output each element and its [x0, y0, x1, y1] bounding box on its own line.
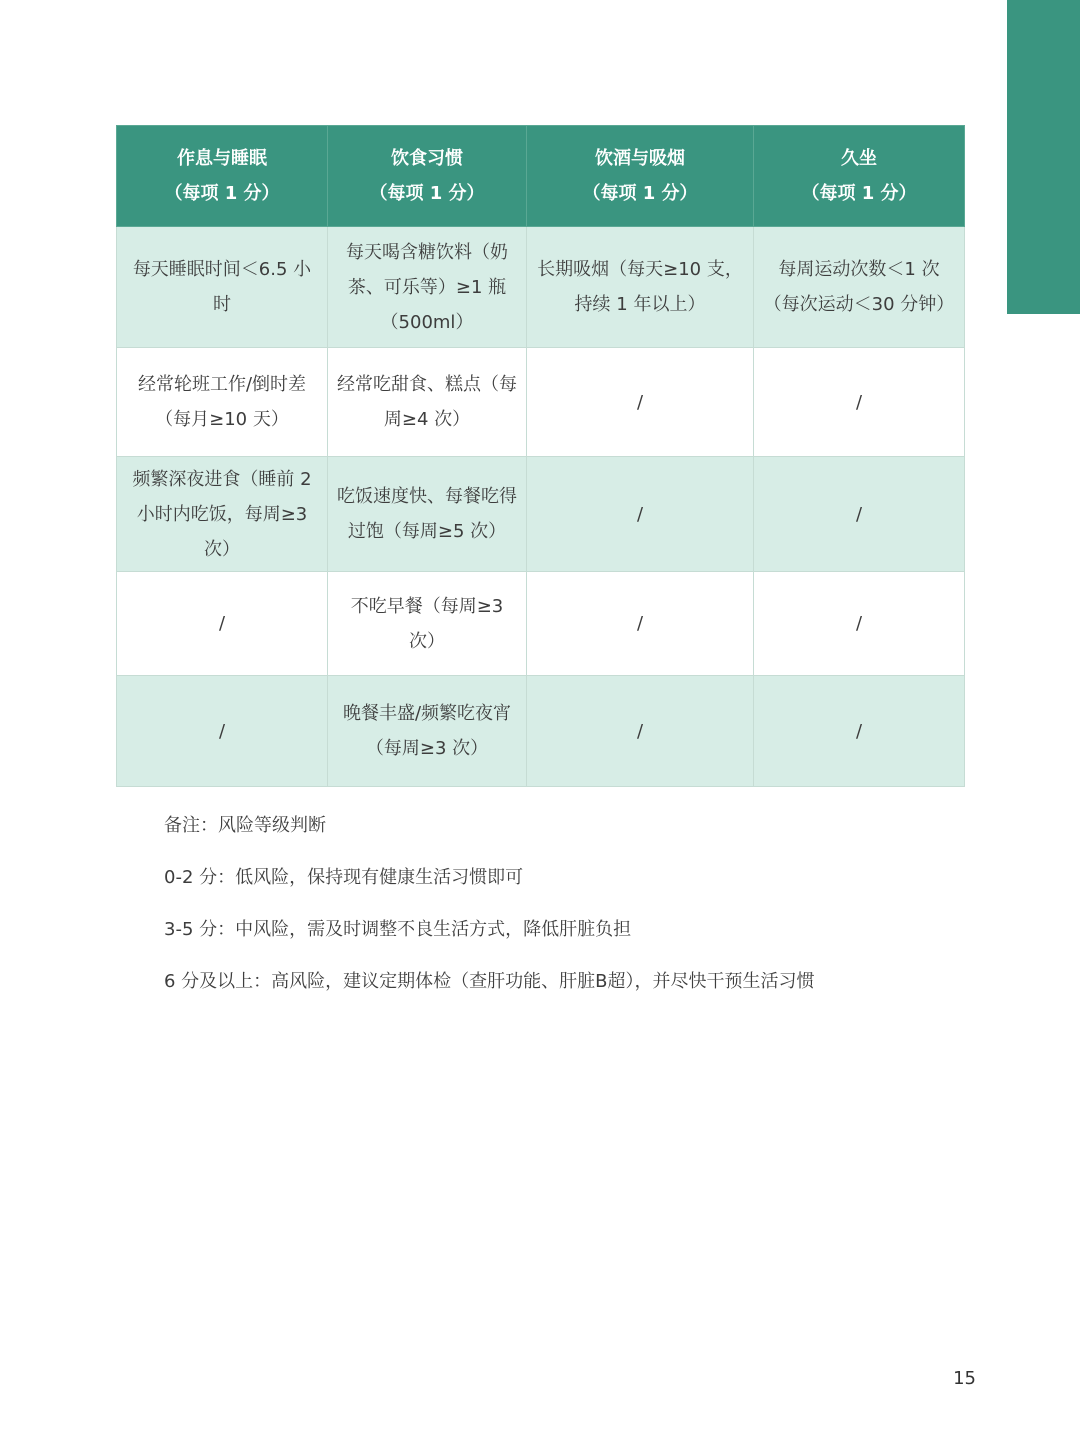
table-cell: 频繁深夜进食（睡前 2 小时内吃饭，每周≥3 次）: [117, 457, 328, 572]
risk-score-table: [116, 125, 965, 787]
table-row: [117, 227, 965, 348]
page-number: 15: [953, 1368, 976, 1389]
header-sedentary: 久坐 （每项 1 分）: [754, 126, 965, 227]
notes-title: 备注：风险等级判断: [164, 815, 326, 836]
table-cell: 每周运动次数＜1 次（每次运动＜30 分钟）: [754, 227, 965, 348]
header-diet: 饮食习惯 （每项 1 分）: [328, 126, 527, 227]
table-cell: 晚餐丰盛/频繁吃夜宵（每周≥3 次）: [328, 676, 527, 787]
table-header-row: [117, 126, 965, 227]
table-cell: /: [117, 572, 328, 676]
table-cell: /: [527, 676, 754, 787]
table-cell: 每天睡眠时间＜6.5 小时: [117, 227, 328, 348]
table-cell: /: [754, 457, 965, 572]
note-medium-risk: 3-5 分：中风险，需及时调整不良生活方式，降低肝脏负担: [164, 919, 632, 940]
note-low-risk: 0-2 分：低风险，保持现有健康生活习惯即可: [164, 867, 524, 888]
table-row: [117, 676, 965, 787]
table-cell: /: [754, 348, 965, 457]
table-cell: /: [527, 572, 754, 676]
table-cell: 不吃早餐（每周≥3 次）: [328, 572, 527, 676]
side-color-tab: [1007, 0, 1080, 314]
table-cell: /: [117, 676, 328, 787]
table-cell: 长期吸烟（每天≥10 支，持续 1 年以上）: [527, 227, 754, 348]
table-row: [117, 572, 965, 676]
table-cell: /: [527, 457, 754, 572]
table-cell: /: [527, 348, 754, 457]
table-cell: 经常吃甜食、糕点（每周≥4 次）: [328, 348, 527, 457]
table-cell: /: [754, 676, 965, 787]
risk-level-notes: [164, 810, 984, 1018]
table-cell: /: [754, 572, 965, 676]
table-row: [117, 457, 965, 572]
table-cell: 每天喝含糖饮料（奶茶、可乐等）≥1 瓶（500ml）: [328, 227, 527, 348]
table-cell: 经常轮班工作/倒时差（每月≥10 天）: [117, 348, 328, 457]
table-row: [117, 348, 965, 457]
header-sleep: 作息与睡眠 （每项 1 分）: [117, 126, 328, 227]
table-cell: 吃饭速度快、每餐吃得过饱（每周≥5 次）: [328, 457, 527, 572]
header-alcohol-smoking: 饮酒与吸烟 （每项 1 分）: [527, 126, 754, 227]
note-high-risk: 6 分及以上：高风险，建议定期体检（查肝功能、肝脏B超），并尽快干预生活习惯: [164, 971, 815, 992]
